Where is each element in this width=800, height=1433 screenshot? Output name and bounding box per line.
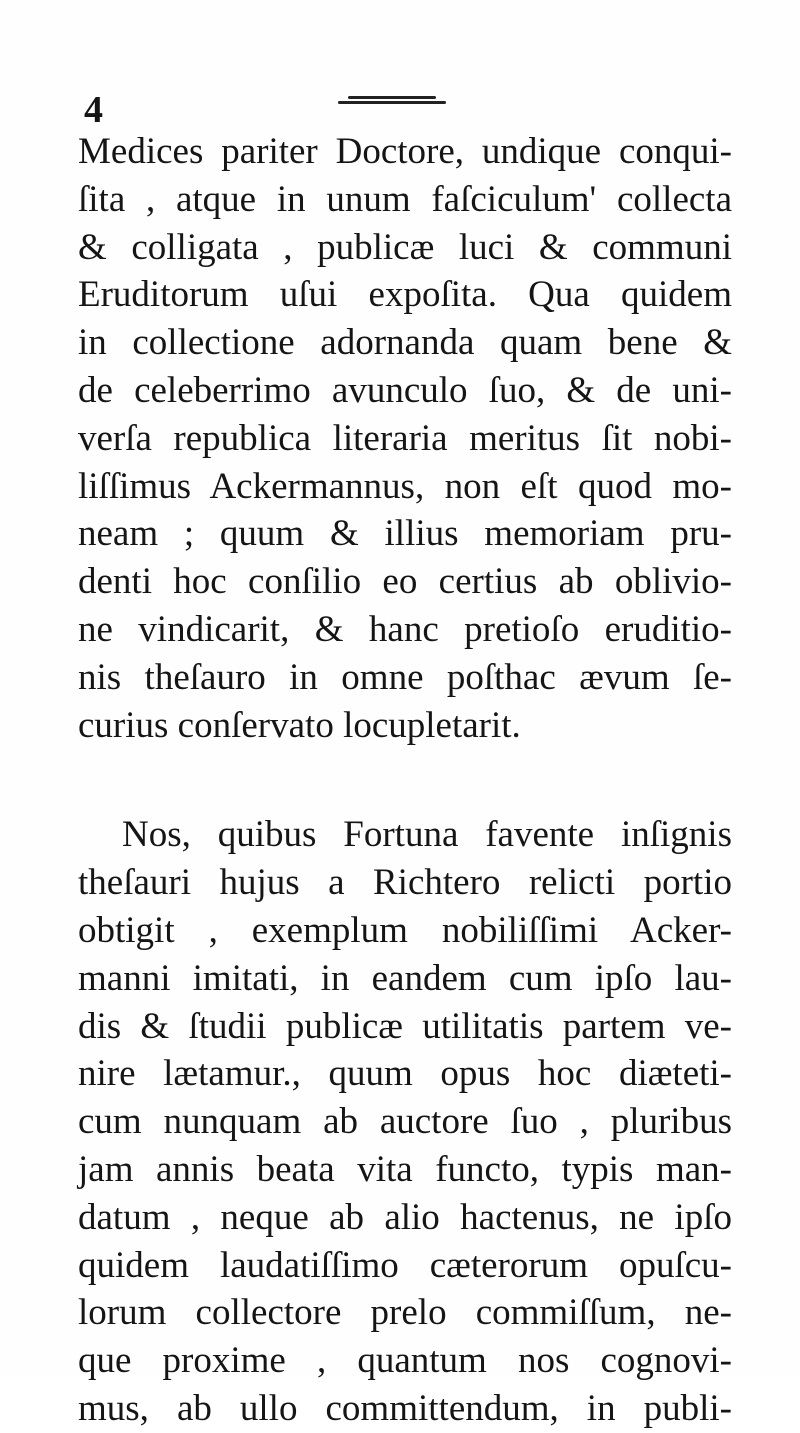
paragraph-1 bbox=[78, 128, 732, 749]
text-line: manni imitati, in eandem cum ipſo lau- bbox=[78, 957, 732, 999]
text-line: neam ; quum & illius memoriam pru- bbox=[78, 513, 732, 555]
text-line: nis theſauro in omne poſthac ævum ſe- bbox=[78, 656, 732, 698]
text-line: nire lætamur., quum opus hoc diæteti- bbox=[78, 1053, 732, 1095]
text-line: Nos, quibus Fortuna favente inſignis bbox=[122, 814, 732, 856]
text-line: denti hoc conſilio eo certius ab oblivio- bbox=[78, 561, 732, 603]
text-line: que proxime , quantum nos cognovi- bbox=[78, 1340, 732, 1382]
text-line: ne vindicarit, & hanc pretioſo eruditio- bbox=[78, 608, 732, 650]
text-line: in collectione adornanda quam bene & bbox=[78, 322, 732, 364]
text-line: lorum collectore prelo commiſſum, ne- bbox=[78, 1292, 732, 1334]
text-line: de celeberrimo avunculo ſuo, & de uni- bbox=[78, 369, 732, 411]
text-line: Medices pariter Doctore, undique conqui- bbox=[78, 131, 732, 172]
text-line: datum , neque ab alio hactenus, ne ipſo bbox=[78, 1196, 732, 1238]
text-line: & colligata , publicæ luci & communi bbox=[78, 226, 732, 268]
paragraph-gap bbox=[78, 749, 732, 811]
text-line: verſa republica literaria meritus ſit nobi- bbox=[78, 417, 732, 459]
text-line: quidem laudatiſſimo cæterorum opuſcu- bbox=[78, 1244, 732, 1286]
text-line: Eruditorum uſui expoſita. Qua quidem bbox=[78, 274, 732, 316]
text-line: mus, ab ullo committendum, in publi- bbox=[78, 1387, 732, 1429]
body-text bbox=[78, 128, 732, 1433]
text-line: dis & ſtudii publicæ utilitatis partem ve- bbox=[78, 1005, 732, 1047]
text-line: obtigit , exemplum nobiliſſimi Acker- bbox=[78, 909, 732, 951]
text-line: theſauri hujus a Richtero relicti portio bbox=[78, 862, 732, 904]
page-number: 4 bbox=[84, 89, 103, 131]
text-line: cum nunquam ab auctore ſuo , pluribus bbox=[78, 1101, 732, 1143]
text-line: jam annis beata vita functo, typis man- bbox=[78, 1148, 732, 1190]
paragraph-2 bbox=[78, 811, 732, 1432]
text-line: curius conſervato locupletarit. bbox=[78, 704, 521, 746]
header-rule-ornament bbox=[338, 96, 446, 106]
text-line: liſſimus Ackermannus, non eſt quod mo- bbox=[78, 465, 732, 507]
text-line: ſita , atque in unum faſciculum' collecta bbox=[78, 178, 732, 220]
